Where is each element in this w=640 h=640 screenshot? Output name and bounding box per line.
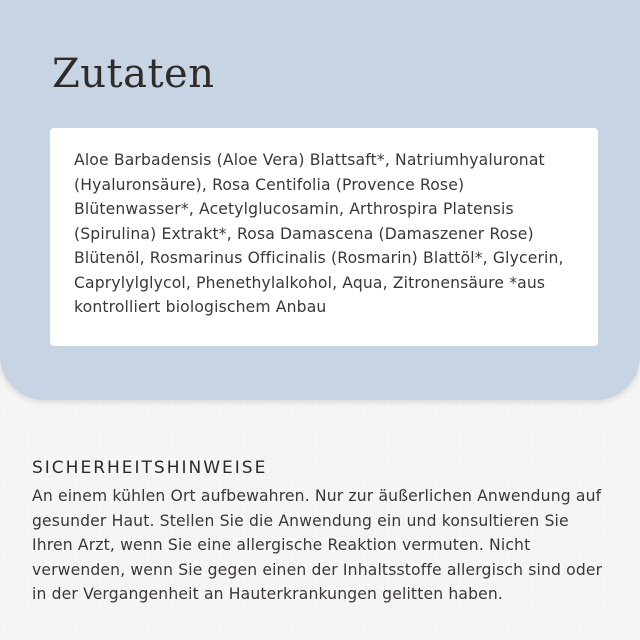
safety-section [32,456,612,607]
ingredients-list: Aloe Barbadensis (Aloe Vera) Blattsaft*, Natriumhyaluronat (Hyaluronsäure), Rosa Centifolia (Provence Rose) Blütenwasser*, Acetylglucosamin, Arthrospira Platensis (Spirulina) Extrakt*, Rosa Damascena (Damaszener Rose) Blütenöl, Rosmarinus Officinalis (Rosmarin) Blattöl*, Glycerin, Caprylylglycol, Phenethylalkohol, Aqua, Zitronensäure *aus kontrolliert biologischem Anbau [74,151,564,316]
safety-text: An einem kühlen Ort aufbewahren. Nur zur äußerlichen Anwendung auf gesunder Haut. Stellen Sie die Anwendung ein und konsultieren Sie Ihren Arzt, wenn Sie eine allergische Reaktion vermuten. Nicht verwenden, wenn Sie gegen einen der Inhaltsstoffe allergisch sind oder in der Vergangenheit an Hauterkrankungen gelitten haben. [32,487,603,603]
ingredients-card [50,128,598,346]
ingredients-title: Zutaten [52,51,215,97]
safety-heading: SICHERHEITSHINWEISE [32,458,268,478]
